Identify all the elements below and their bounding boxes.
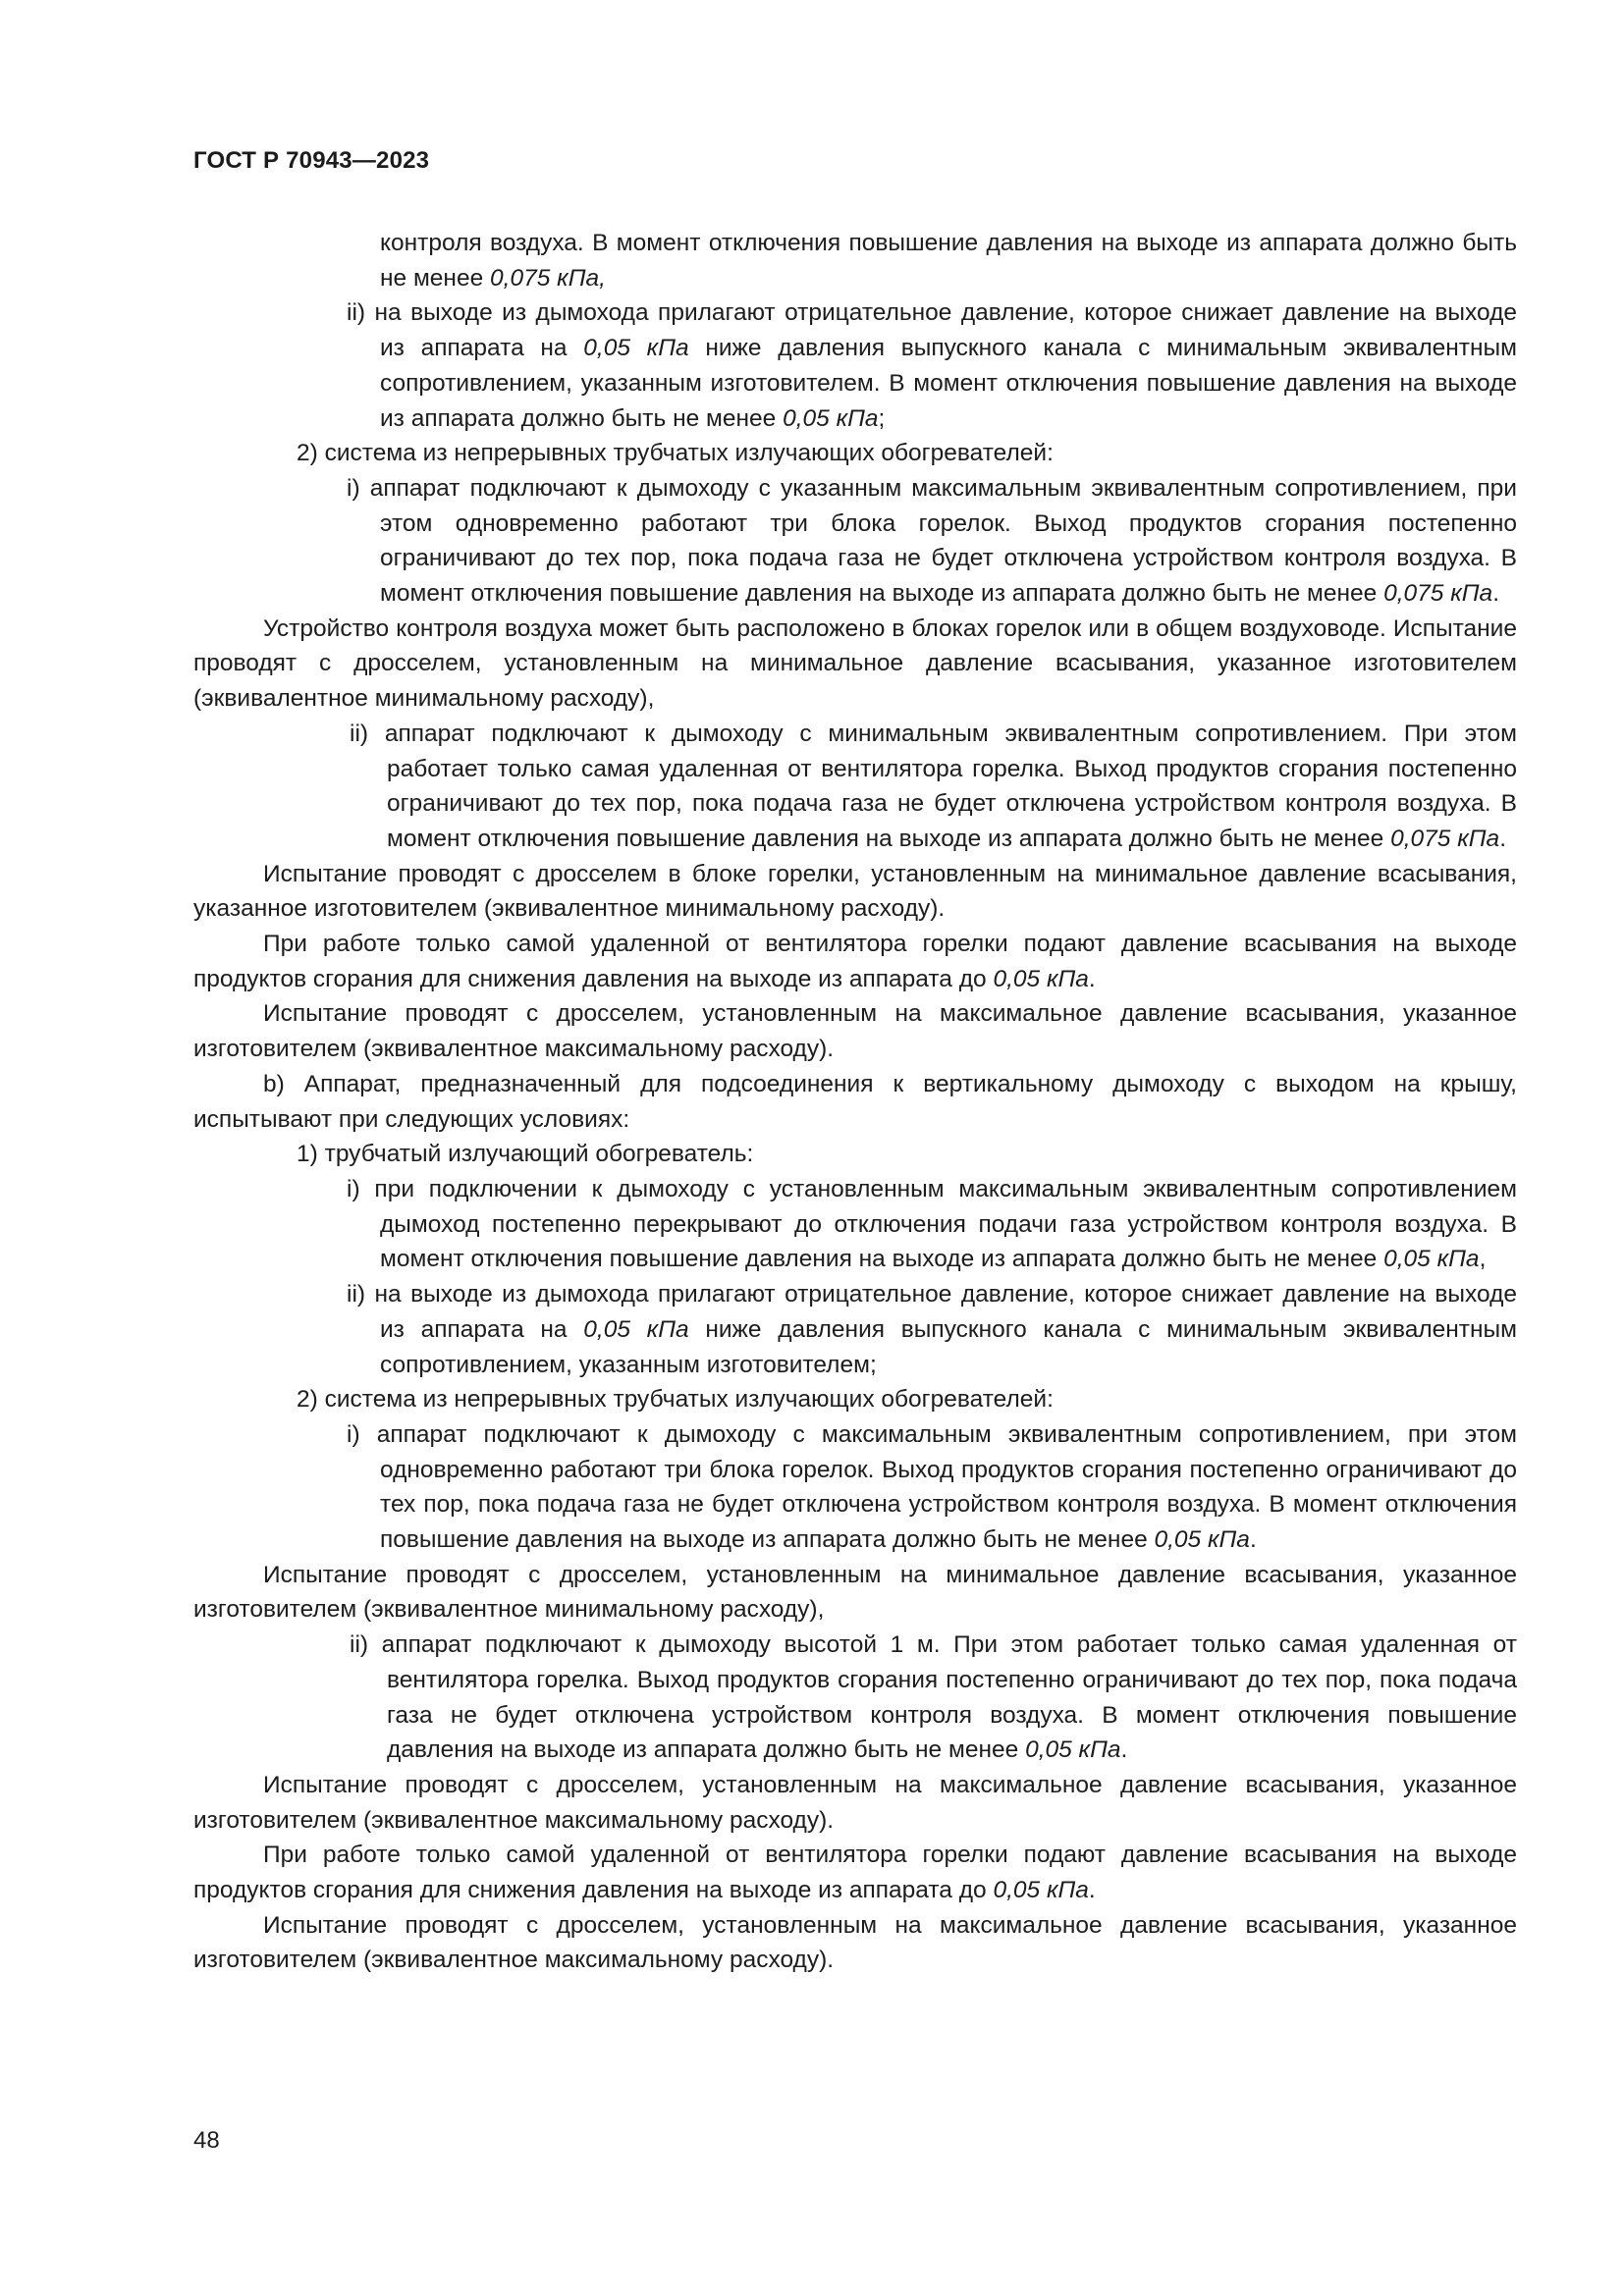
list-item: 2) система из непрерывных трубчатых излучающих обогревателей: xyxy=(297,440,1054,467)
list-item: ii) аппарат подключают к дымоходу с минимальным эквивалентным сопротивлением. При этом работает только самая удаленная от вентилятора горелка. Выход продуктов сгорания постепенно ограничивают до тех пор, пока подача газа не будет отключена устройством контроля воздуха. В момент отключения повышение давления на выходе из аппарата должно быть не менее 0,075 кПа. xyxy=(350,720,1517,852)
list-marker: i) xyxy=(347,1175,360,1202)
paragraph: b) Аппарат, предназначенный для подсоединения к вертикальному дымоходу с выходом на крышу, испытывают при следующих условиях: xyxy=(193,1070,1517,1133)
paragraph: Испытание проводят с дросселем, установленным на максимальное давление всасывания, указанное изготовителем (эквивалентное максимальному расходу). xyxy=(193,1771,1517,1834)
paragraph: Испытание проводят с дросселем в блоке горелки, установленным на минимальное давление всасывания, указанное изготовителем (эквивалентное минимальному расходу). xyxy=(193,860,1517,923)
list-marker: 2) xyxy=(297,440,318,467)
list-item: i) аппарат подключают к дымоходу с максимальным эквивалентным сопротивлением, при этом одновременно работают три блока горелок. Выход продуктов сгорания постепенно ограничивают до тех пор, пока подача газа не будет отключена устройством контроля воздуха. В момент отключения повышение давления на выходе из аппарата должно быть не менее 0,05 кПа. xyxy=(347,1420,1517,1554)
paragraph: Устройство контроля воздуха может быть расположено в блоках горелок или в общем воздуховоде. Испытание проводят с дросселем, установленным на минимальное давление всасывания, указанное изготовителем (эквивалентное минимальному расходу), xyxy=(193,614,1517,713)
list-marker: i) xyxy=(347,474,360,502)
list-marker: ii) xyxy=(350,1631,369,1659)
list-marker: ii) xyxy=(347,299,366,327)
paragraph: контроля воздуха. В момент отключения повышение давления на выходе из аппарата должно быть не менее 0,075 кПа, xyxy=(380,230,1517,292)
paragraph: При работе только самой удаленной от вентилятора горелки подают давление всасывания на выходе продуктов сгорания для снижения давления на выходе из аппарата до 0,05 кПа. xyxy=(193,1842,1517,1904)
list-marker: i) xyxy=(347,1420,360,1448)
paragraph: Испытание проводят с дросселем, установленным на минимальное давление всасывания, указанное изготовителем (эквивалентное минимальному расходу), xyxy=(193,1561,1517,1624)
document-header: ГОСТ Р 70943—2023 xyxy=(193,147,430,174)
list-item: ii) аппарат подключают к дымоходу высотой 1 м. При этом работает только самая удаленная от вентилятора горелка. Выход продуктов сгорания постепенно ограничивают до тех пор, пока подача газа не будет отключена устройством контроля воздуха. В момент отключения повышение давления на выходе из аппарата должно быть не менее 0,05 кПа. xyxy=(350,1631,1517,1764)
list-item: i) аппарат подключают к дымоходу с указанным максимальным эквивалентным сопротивлением, при этом одновременно работают три блока горелок. Выход продуктов сгорания постепенно ограничивают до тех пор, пока подача газа не будет отключена устройством контроля воздуха. В момент отключения повышение давления на выходе из аппарата должно быть не менее 0,075 кПа. xyxy=(347,474,1517,608)
paragraph: Испытание проводят с дросселем, установленным на максимальное давление всасывания, указанное изготовителем (эквивалентное максимальному расходу). xyxy=(193,1000,1517,1063)
page-number: 48 xyxy=(193,2127,220,2154)
list-item: i) при подключении к дымоходу с установленным максимальным эквивалентным сопротивлением дымоход постепенно перекрывают до отключения подачи газа устройством контроля воздуха. В момент отключения повышение давления на выходе из аппарата должно быть не менее 0,05 кПа, xyxy=(347,1175,1517,1273)
list-marker: 2) xyxy=(297,1386,318,1414)
list-item: 2) система из непрерывных трубчатых излучающих обогревателей: xyxy=(297,1386,1054,1414)
list-marker: 1) xyxy=(297,1141,318,1168)
list-marker: ii) xyxy=(350,720,369,747)
list-item: ii) на выходе из дымохода прилагают отрицательное давление, которое снижает давление на выходе из аппарата на 0,05 кПа ниже давления выпускного канала с минимальным эквивалентным сопротивлением, указанным изготовителем; xyxy=(347,1281,1517,1378)
list-item: 1) трубчатый излучающий обогреватель: xyxy=(297,1141,754,1168)
document-body xyxy=(193,226,1517,1978)
paragraph: Испытание проводят с дросселем, установленным на максимальное давление всасывания, указанное изготовителем (эквивалентное максимальному расходу). xyxy=(193,1911,1517,1974)
list-marker: ii) xyxy=(347,1281,366,1308)
list-item: ii) на выходе из дымохода прилагают отрицательное давление, которое снижает давление на выходе из аппарата на 0,05 кПа ниже давления выпускного канала с минимальным эквивалентным сопротивлением, указанным изготовителем. В момент отключения повышение давления на выходе из аппарата должно быть не менее 0,05 кПа; xyxy=(347,299,1517,432)
paragraph: При работе только самой удаленной от вентилятора горелки подают давление всасывания на выходе продуктов сгорания для снижения давления на выходе из аппарата до 0,05 кПа. xyxy=(193,931,1517,992)
